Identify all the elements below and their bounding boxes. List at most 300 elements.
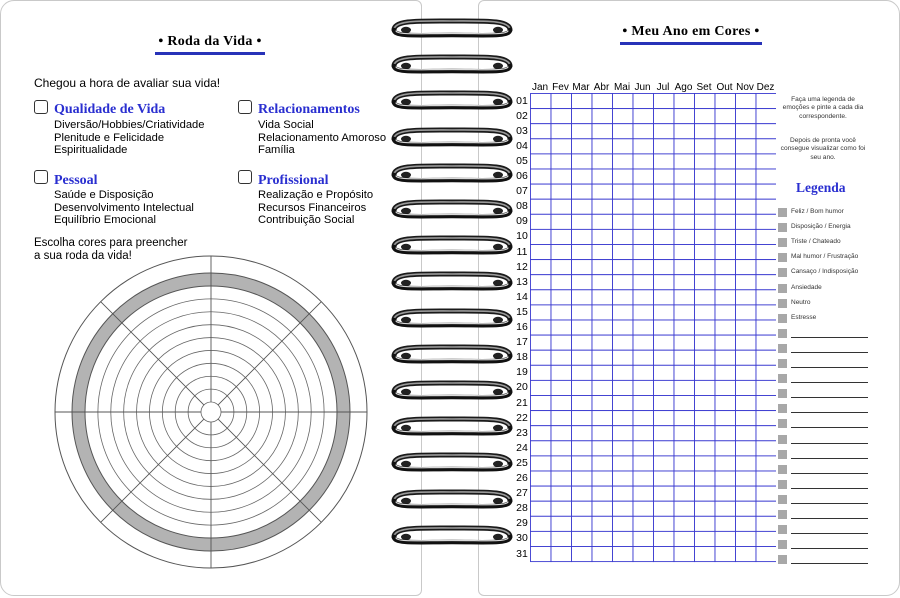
grid-cell[interactable] — [736, 94, 757, 109]
grid-cell[interactable] — [592, 275, 613, 290]
grid-cell[interactable] — [551, 426, 572, 441]
grid-cell[interactable] — [695, 335, 716, 350]
grid-cell[interactable] — [592, 169, 613, 184]
grid-cell[interactable] — [572, 516, 593, 531]
grid-cell[interactable] — [695, 169, 716, 184]
grid-cell[interactable] — [572, 501, 593, 516]
grid-cell[interactable] — [613, 471, 634, 486]
grid-cell[interactable] — [592, 486, 613, 501]
grid-cell[interactable] — [674, 245, 695, 260]
grid-cell[interactable] — [633, 380, 654, 395]
grid-cell[interactable] — [695, 471, 716, 486]
grid-cell[interactable] — [551, 380, 572, 395]
grid-cell[interactable] — [633, 124, 654, 139]
grid-cell[interactable] — [613, 365, 634, 380]
grid-cell[interactable] — [715, 139, 736, 154]
legend-swatch[interactable] — [778, 329, 787, 338]
grid-cell[interactable] — [572, 139, 593, 154]
grid-cell[interactable] — [695, 320, 716, 335]
grid-cell[interactable] — [736, 109, 757, 124]
grid-cell[interactable] — [551, 184, 572, 199]
grid-cell[interactable] — [531, 441, 552, 456]
grid-cell[interactable] — [592, 411, 613, 426]
grid-cell[interactable] — [531, 547, 552, 562]
grid-cell[interactable] — [736, 305, 757, 320]
grid-cell[interactable] — [633, 516, 654, 531]
grid-cell[interactable] — [572, 350, 593, 365]
grid-cell[interactable] — [531, 365, 552, 380]
grid-cell[interactable] — [736, 290, 757, 305]
grid-cell[interactable] — [736, 531, 757, 546]
grid-cell[interactable] — [592, 531, 613, 546]
grid-cell[interactable] — [736, 124, 757, 139]
grid-cell[interactable] — [756, 260, 776, 275]
grid-cell[interactable] — [592, 441, 613, 456]
legend-swatch[interactable] — [778, 389, 787, 398]
grid-cell[interactable] — [695, 214, 716, 229]
grid-cell[interactable] — [695, 516, 716, 531]
grid-cell[interactable] — [613, 245, 634, 260]
grid-cell[interactable] — [654, 184, 675, 199]
grid-cell[interactable] — [736, 501, 757, 516]
grid-cell[interactable] — [756, 229, 776, 244]
grid-cell[interactable] — [613, 441, 634, 456]
grid-cell[interactable] — [531, 199, 552, 214]
grid-cell[interactable] — [592, 456, 613, 471]
grid-cell[interactable] — [715, 154, 736, 169]
grid-cell[interactable] — [551, 124, 572, 139]
legend-swatch[interactable] — [778, 495, 787, 504]
grid-cell[interactable] — [551, 260, 572, 275]
grid-cell[interactable] — [715, 184, 736, 199]
grid-cell[interactable] — [531, 516, 552, 531]
grid-cell[interactable] — [715, 547, 736, 562]
legend-blank-line[interactable] — [791, 533, 868, 534]
grid-cell[interactable] — [551, 199, 572, 214]
grid-cell[interactable] — [674, 184, 695, 199]
grid-cell[interactable] — [674, 456, 695, 471]
grid-cell[interactable] — [736, 411, 757, 426]
grid-cell[interactable] — [572, 471, 593, 486]
grid-cell[interactable] — [572, 320, 593, 335]
legend-swatch[interactable] — [778, 359, 787, 368]
grid-cell[interactable] — [572, 290, 593, 305]
grid-cell[interactable] — [633, 501, 654, 516]
grid-cell[interactable] — [592, 516, 613, 531]
grid-cell[interactable] — [551, 396, 572, 411]
grid-cell[interactable] — [613, 229, 634, 244]
grid-cell[interactable] — [674, 516, 695, 531]
grid-cell[interactable] — [592, 290, 613, 305]
grid-cell[interactable] — [572, 441, 593, 456]
legend-blank-line[interactable] — [791, 563, 868, 564]
grid-cell[interactable] — [756, 486, 776, 501]
grid-cell[interactable] — [592, 396, 613, 411]
grid-cell[interactable] — [736, 365, 757, 380]
grid-cell[interactable] — [531, 139, 552, 154]
grid-cell[interactable] — [736, 456, 757, 471]
grid-cell[interactable] — [674, 501, 695, 516]
grid-cell[interactable] — [736, 199, 757, 214]
grid-cell[interactable] — [613, 184, 634, 199]
grid-cell[interactable] — [572, 109, 593, 124]
legend-blank-line[interactable] — [791, 518, 868, 519]
grid-cell[interactable] — [736, 380, 757, 395]
grid-cell[interactable] — [715, 471, 736, 486]
grid-cell[interactable] — [531, 426, 552, 441]
grid-cell[interactable] — [654, 547, 675, 562]
grid-cell[interactable] — [572, 456, 593, 471]
legend-blank-line[interactable] — [791, 473, 868, 474]
grid-cell[interactable] — [551, 350, 572, 365]
grid-cell[interactable] — [654, 275, 675, 290]
grid-cell[interactable] — [592, 501, 613, 516]
grid-cell[interactable] — [551, 290, 572, 305]
grid-cell[interactable] — [592, 260, 613, 275]
grid-cell[interactable] — [756, 335, 776, 350]
grid-cell[interactable] — [695, 124, 716, 139]
grid-cell[interactable] — [551, 456, 572, 471]
grid-cell[interactable] — [551, 169, 572, 184]
grid-cell[interactable] — [531, 94, 552, 109]
grid-cell[interactable] — [551, 305, 572, 320]
grid-cell[interactable] — [715, 199, 736, 214]
grid-cell[interactable] — [613, 350, 634, 365]
grid-cell[interactable] — [654, 335, 675, 350]
grid-cell[interactable] — [756, 154, 776, 169]
legend-blank-line[interactable] — [791, 548, 868, 549]
grid-cell[interactable] — [613, 547, 634, 562]
grid-cell[interactable] — [674, 547, 695, 562]
grid-cell[interactable] — [633, 214, 654, 229]
grid-cell[interactable] — [592, 471, 613, 486]
grid-cell[interactable] — [736, 260, 757, 275]
grid-cell[interactable] — [633, 154, 654, 169]
grid-cell[interactable] — [654, 365, 675, 380]
grid-cell[interactable] — [715, 320, 736, 335]
grid-cell[interactable] — [592, 199, 613, 214]
grid-cell[interactable] — [715, 214, 736, 229]
grid-cell[interactable] — [654, 380, 675, 395]
grid-cell[interactable] — [633, 184, 654, 199]
grid-cell[interactable] — [736, 516, 757, 531]
grid-cell[interactable] — [715, 365, 736, 380]
grid-cell[interactable] — [654, 305, 675, 320]
grid-cell[interactable] — [531, 169, 552, 184]
checkbox-qualidade-de-vida[interactable] — [34, 100, 48, 114]
grid-cell[interactable] — [654, 501, 675, 516]
grid-cell[interactable] — [654, 441, 675, 456]
grid-cell[interactable] — [654, 245, 675, 260]
grid-cell[interactable] — [592, 335, 613, 350]
grid-cell[interactable] — [531, 471, 552, 486]
checkbox-profissional[interactable] — [238, 170, 252, 184]
grid-cell[interactable] — [654, 109, 675, 124]
grid-cell[interactable] — [715, 411, 736, 426]
grid-cell[interactable] — [531, 350, 552, 365]
grid-cell[interactable] — [695, 547, 716, 562]
grid-cell[interactable] — [695, 154, 716, 169]
grid-cell[interactable] — [531, 411, 552, 426]
grid-cell[interactable] — [531, 335, 552, 350]
legend-swatch[interactable] — [778, 284, 787, 293]
grid-cell[interactable] — [531, 124, 552, 139]
grid-cell[interactable] — [695, 245, 716, 260]
grid-cell[interactable] — [695, 350, 716, 365]
grid-cell[interactable] — [551, 139, 572, 154]
grid-cell[interactable] — [756, 456, 776, 471]
grid-cell[interactable] — [572, 335, 593, 350]
grid-cell[interactable] — [572, 380, 593, 395]
grid-cell[interactable] — [756, 320, 776, 335]
grid-cell[interactable] — [572, 275, 593, 290]
grid-cell[interactable] — [551, 531, 572, 546]
grid-cell[interactable] — [592, 350, 613, 365]
legend-swatch[interactable] — [778, 374, 787, 383]
grid-cell[interactable] — [715, 305, 736, 320]
grid-cell[interactable] — [654, 531, 675, 546]
grid-cell[interactable] — [756, 94, 776, 109]
legend-swatch[interactable] — [778, 450, 787, 459]
grid-cell[interactable] — [674, 94, 695, 109]
grid-cell[interactable] — [613, 426, 634, 441]
legend-blank-line[interactable] — [791, 458, 868, 459]
legend-swatch[interactable] — [778, 404, 787, 413]
grid-cell[interactable] — [695, 94, 716, 109]
grid-cell[interactable] — [695, 380, 716, 395]
grid-cell[interactable] — [674, 365, 695, 380]
grid-cell[interactable] — [654, 471, 675, 486]
grid-cell[interactable] — [633, 320, 654, 335]
grid-cell[interactable] — [736, 486, 757, 501]
grid-cell[interactable] — [715, 426, 736, 441]
grid-cell[interactable] — [674, 109, 695, 124]
grid-cell[interactable] — [531, 184, 552, 199]
legend-swatch[interactable] — [778, 314, 787, 323]
grid-cell[interactable] — [531, 320, 552, 335]
grid-cell[interactable] — [613, 275, 634, 290]
grid-cell[interactable] — [531, 290, 552, 305]
grid-cell[interactable] — [613, 305, 634, 320]
grid-cell[interactable] — [572, 531, 593, 546]
grid-cell[interactable] — [674, 350, 695, 365]
grid-cell[interactable] — [756, 214, 776, 229]
grid-cell[interactable] — [613, 199, 634, 214]
grid-cell[interactable] — [695, 411, 716, 426]
grid-cell[interactable] — [654, 124, 675, 139]
grid-cell[interactable] — [613, 169, 634, 184]
grid-cell[interactable] — [613, 320, 634, 335]
grid-cell[interactable] — [715, 109, 736, 124]
grid-cell[interactable] — [572, 365, 593, 380]
grid-cell[interactable] — [531, 214, 552, 229]
grid-cell[interactable] — [695, 275, 716, 290]
grid-cell[interactable] — [736, 184, 757, 199]
grid-cell[interactable] — [551, 320, 572, 335]
grid-cell[interactable] — [613, 124, 634, 139]
grid-cell[interactable] — [592, 320, 613, 335]
grid-cell[interactable] — [592, 305, 613, 320]
grid-cell[interactable] — [736, 547, 757, 562]
grid-cell[interactable] — [613, 260, 634, 275]
legend-swatch[interactable] — [778, 510, 787, 519]
grid-cell[interactable] — [633, 245, 654, 260]
legend-swatch[interactable] — [778, 435, 787, 444]
grid-cell[interactable] — [674, 471, 695, 486]
grid-cell[interactable] — [572, 94, 593, 109]
grid-cell[interactable] — [592, 365, 613, 380]
grid-cell[interactable] — [715, 229, 736, 244]
grid-cell[interactable] — [531, 380, 552, 395]
legend-swatch[interactable] — [778, 525, 787, 534]
grid-cell[interactable] — [572, 199, 593, 214]
grid-cell[interactable] — [756, 411, 776, 426]
grid-cell[interactable] — [592, 547, 613, 562]
legend-swatch[interactable] — [778, 299, 787, 308]
grid-cell[interactable] — [715, 290, 736, 305]
grid-cell[interactable] — [695, 426, 716, 441]
grid-cell[interactable] — [674, 531, 695, 546]
grid-cell[interactable] — [695, 501, 716, 516]
legend-blank-line[interactable] — [791, 443, 868, 444]
grid-cell[interactable] — [654, 350, 675, 365]
grid-cell[interactable] — [572, 486, 593, 501]
grid-cell[interactable] — [633, 456, 654, 471]
grid-cell[interactable] — [736, 245, 757, 260]
grid-cell[interactable] — [695, 199, 716, 214]
grid-cell[interactable] — [613, 214, 634, 229]
grid-cell[interactable] — [531, 531, 552, 546]
grid-cell[interactable] — [633, 275, 654, 290]
grid-cell[interactable] — [756, 184, 776, 199]
legend-blank-line[interactable] — [791, 337, 868, 338]
grid-cell[interactable] — [633, 365, 654, 380]
grid-cell[interactable] — [674, 411, 695, 426]
grid-cell[interactable] — [715, 94, 736, 109]
grid-cell[interactable] — [695, 260, 716, 275]
grid-cell[interactable] — [654, 139, 675, 154]
grid-cell[interactable] — [572, 184, 593, 199]
grid-cell[interactable] — [736, 275, 757, 290]
grid-cell[interactable] — [674, 380, 695, 395]
grid-cell[interactable] — [633, 169, 654, 184]
grid-cell[interactable] — [613, 109, 634, 124]
grid-cell[interactable] — [654, 456, 675, 471]
grid-cell[interactable] — [715, 456, 736, 471]
legend-blank-line[interactable] — [791, 503, 868, 504]
grid-cell[interactable] — [613, 516, 634, 531]
grid-cell[interactable] — [736, 139, 757, 154]
grid-cell[interactable] — [695, 305, 716, 320]
grid-cell[interactable] — [674, 229, 695, 244]
grid-cell[interactable] — [756, 245, 776, 260]
grid-cell[interactable] — [531, 260, 552, 275]
grid-cell[interactable] — [674, 214, 695, 229]
legend-swatch[interactable] — [778, 253, 787, 262]
legend-swatch[interactable] — [778, 238, 787, 247]
grid-cell[interactable] — [654, 169, 675, 184]
grid-cell[interactable] — [715, 396, 736, 411]
grid-cell[interactable] — [715, 260, 736, 275]
grid-cell[interactable] — [674, 335, 695, 350]
grid-cell[interactable] — [551, 441, 572, 456]
grid-cell[interactable] — [531, 486, 552, 501]
grid-cell[interactable] — [531, 275, 552, 290]
grid-cell[interactable] — [695, 184, 716, 199]
legend-swatch[interactable] — [778, 555, 787, 564]
grid-cell[interactable] — [633, 94, 654, 109]
grid-cell[interactable] — [695, 109, 716, 124]
grid-cell[interactable] — [695, 396, 716, 411]
grid-cell[interactable] — [572, 154, 593, 169]
grid-cell[interactable] — [551, 516, 572, 531]
grid-cell[interactable] — [613, 486, 634, 501]
grid-cell[interactable] — [654, 486, 675, 501]
grid-cell[interactable] — [756, 139, 776, 154]
grid-cell[interactable] — [756, 169, 776, 184]
grid-cell[interactable] — [551, 214, 572, 229]
grid-cell[interactable] — [756, 380, 776, 395]
grid-cell[interactable] — [592, 109, 613, 124]
grid-cell[interactable] — [592, 229, 613, 244]
grid-cell[interactable] — [633, 441, 654, 456]
grid-cell[interactable] — [674, 124, 695, 139]
grid-cell[interactable] — [551, 486, 572, 501]
grid-cell[interactable] — [654, 260, 675, 275]
legend-swatch[interactable] — [778, 268, 787, 277]
grid-cell[interactable] — [654, 229, 675, 244]
legend-blank-line[interactable] — [791, 397, 868, 398]
grid-cell[interactable] — [613, 154, 634, 169]
grid-cell[interactable] — [674, 305, 695, 320]
grid-cell[interactable] — [674, 154, 695, 169]
grid-cell[interactable] — [654, 290, 675, 305]
grid-cell[interactable] — [551, 275, 572, 290]
grid-cell[interactable] — [633, 531, 654, 546]
grid-cell[interactable] — [695, 229, 716, 244]
grid-cell[interactable] — [572, 305, 593, 320]
grid-cell[interactable] — [756, 199, 776, 214]
grid-cell[interactable] — [715, 486, 736, 501]
grid-cell[interactable] — [572, 169, 593, 184]
grid-cell[interactable] — [674, 426, 695, 441]
grid-cell[interactable] — [715, 441, 736, 456]
grid-cell[interactable] — [531, 154, 552, 169]
grid-cell[interactable] — [756, 426, 776, 441]
grid-cell[interactable] — [654, 426, 675, 441]
grid-cell[interactable] — [756, 501, 776, 516]
grid-cell[interactable] — [551, 245, 572, 260]
grid-cell[interactable] — [633, 305, 654, 320]
grid-cell[interactable] — [674, 290, 695, 305]
grid-cell[interactable] — [715, 245, 736, 260]
grid-cell[interactable] — [592, 245, 613, 260]
grid-cell[interactable] — [613, 501, 634, 516]
grid-cell[interactable] — [756, 124, 776, 139]
grid-cell[interactable] — [613, 456, 634, 471]
grid-cell[interactable] — [572, 547, 593, 562]
grid-cell[interactable] — [736, 441, 757, 456]
grid-cell[interactable] — [695, 456, 716, 471]
grid-cell[interactable] — [551, 229, 572, 244]
legend-blank-line[interactable] — [791, 488, 868, 489]
grid-cell[interactable] — [736, 154, 757, 169]
grid-cell[interactable] — [551, 109, 572, 124]
grid-cell[interactable] — [531, 456, 552, 471]
grid-cell[interactable] — [592, 426, 613, 441]
grid-cell[interactable] — [715, 501, 736, 516]
grid-cell[interactable] — [633, 396, 654, 411]
